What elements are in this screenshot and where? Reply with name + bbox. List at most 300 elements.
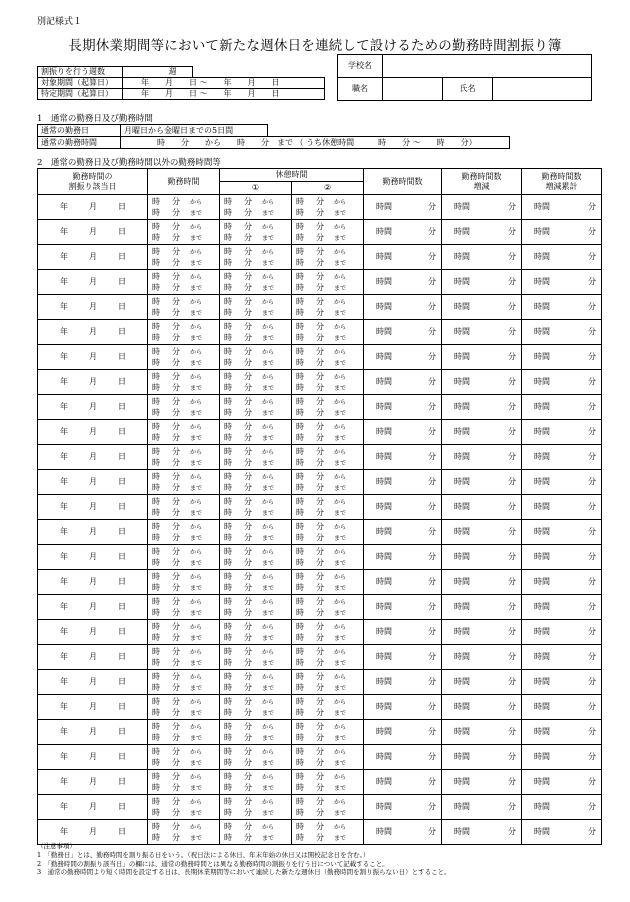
- row-work-time[interactable]: [148, 820, 220, 845]
- row-cumulative[interactable]: [522, 545, 602, 570]
- minute-unit: 分: [508, 777, 516, 786]
- row-break-1[interactable]: [220, 295, 292, 320]
- col-break: 休憩時間: [220, 169, 364, 182]
- row-hours[interactable]: [364, 620, 442, 645]
- minute-unit: 分: [316, 233, 324, 242]
- row-cumulative[interactable]: [522, 495, 602, 520]
- row-cumulative[interactable]: [522, 620, 602, 645]
- minute-unit: 分: [508, 577, 516, 586]
- row-break-2[interactable]: [292, 220, 364, 245]
- row-hours[interactable]: [364, 445, 442, 470]
- row-increase[interactable]: [442, 545, 522, 570]
- to-label: まで: [262, 410, 275, 417]
- row-break-1[interactable]: [220, 520, 292, 545]
- row-date[interactable]: [38, 245, 148, 270]
- row-cumulative[interactable]: [522, 220, 602, 245]
- row-break-1[interactable]: [220, 395, 292, 420]
- row-cumulative[interactable]: [522, 345, 602, 370]
- minute-unit: 分: [172, 283, 180, 292]
- row-date[interactable]: [38, 545, 148, 570]
- row-work-time[interactable]: [148, 370, 220, 395]
- hour-unit: 時: [296, 247, 304, 256]
- row-date[interactable]: [38, 420, 148, 445]
- minute-unit: 分: [428, 727, 436, 736]
- year-unit: 年: [60, 752, 68, 761]
- from-label: から: [262, 474, 275, 481]
- from-label: から: [262, 599, 275, 606]
- row-date[interactable]: [38, 220, 148, 245]
- row-increase[interactable]: [442, 320, 522, 345]
- row-hours[interactable]: [364, 395, 442, 420]
- row-break-1[interactable]: [220, 620, 292, 645]
- hour-unit: 時: [224, 283, 232, 292]
- row-date[interactable]: [38, 295, 148, 320]
- hour-unit: 時: [224, 447, 232, 456]
- note-3: 3 通常の勤務時間より短く時間を設定する日は、長期休業期間等において連続した新たな週休日（勤務時間を割り振らない日）とすること。: [37, 868, 451, 877]
- row-break-2[interactable]: [292, 570, 364, 595]
- row-break-1[interactable]: [220, 795, 292, 820]
- hours-unit: 時間: [454, 727, 470, 736]
- row-work-time[interactable]: [148, 595, 220, 620]
- to-label: まで: [190, 435, 203, 442]
- hours-unit: 時間: [534, 302, 550, 311]
- row-break-2[interactable]: [292, 495, 364, 520]
- row-hours[interactable]: [364, 195, 442, 220]
- row-work-time[interactable]: [148, 745, 220, 770]
- to-label: まで: [334, 335, 347, 342]
- hour-unit: 時: [224, 472, 232, 481]
- row-work-time[interactable]: [148, 720, 220, 745]
- row-date[interactable]: [38, 770, 148, 795]
- row-hours[interactable]: [364, 320, 442, 345]
- row-increase[interactable]: [442, 445, 522, 470]
- minute-unit: 分: [172, 197, 180, 206]
- row-break-2[interactable]: [292, 520, 364, 545]
- row-work-time[interactable]: [148, 420, 220, 445]
- row-work-time[interactable]: [148, 770, 220, 795]
- minute-unit: 分: [244, 322, 252, 331]
- minute-unit: 分: [172, 547, 180, 556]
- row-break-1[interactable]: [220, 495, 292, 520]
- row-cumulative[interactable]: [522, 595, 602, 620]
- row-work-time[interactable]: [148, 670, 220, 695]
- hours-unit: 時間: [534, 702, 550, 711]
- day-unit: 日: [118, 677, 126, 686]
- row-date[interactable]: [38, 370, 148, 395]
- from-label: から: [334, 524, 347, 531]
- from-label: から: [334, 274, 347, 281]
- row-date[interactable]: [38, 795, 148, 820]
- month-unit: 月: [89, 477, 97, 486]
- row-work-time[interactable]: [148, 520, 220, 545]
- minute-unit: 分: [244, 272, 252, 281]
- row-increase[interactable]: [442, 595, 522, 620]
- row-increase[interactable]: [442, 770, 522, 795]
- row-break-1[interactable]: [220, 595, 292, 620]
- row-work-time[interactable]: [148, 645, 220, 670]
- row-cumulative[interactable]: [522, 795, 602, 820]
- row-break-1[interactable]: [220, 370, 292, 395]
- minute-unit: 分: [316, 722, 324, 731]
- hour-unit: 時: [296, 283, 304, 292]
- row-break-1[interactable]: [220, 220, 292, 245]
- row-break-2[interactable]: [292, 645, 364, 670]
- day-unit: 日: [118, 752, 126, 761]
- row-increase[interactable]: [442, 520, 522, 545]
- row-work-time[interactable]: [148, 495, 220, 520]
- row-cumulative[interactable]: [522, 195, 602, 220]
- minute-unit: 分: [172, 472, 180, 481]
- day-unit: 日: [118, 277, 126, 286]
- row-work-time[interactable]: [148, 570, 220, 595]
- day-unit: 日: [118, 527, 126, 536]
- row-increase[interactable]: [442, 745, 522, 770]
- row-increase[interactable]: [442, 245, 522, 270]
- hours-unit: 時間: [454, 652, 470, 661]
- hours-unit: 時間: [454, 602, 470, 611]
- hour-unit: 時: [224, 458, 232, 467]
- row-increase[interactable]: [442, 570, 522, 595]
- hour-unit: 時: [296, 222, 304, 231]
- minute-unit: 分: [244, 797, 252, 806]
- day-unit: 日: [118, 252, 126, 261]
- row-break-2[interactable]: [292, 770, 364, 795]
- row-break-2[interactable]: [292, 620, 364, 645]
- row-break-1[interactable]: [220, 320, 292, 345]
- row-date[interactable]: [38, 570, 148, 595]
- row-hours[interactable]: [364, 720, 442, 745]
- year-unit: 年: [60, 327, 68, 336]
- from-label: から: [334, 424, 347, 431]
- to-label: まで: [262, 610, 275, 617]
- to-label: まで: [190, 585, 203, 592]
- weeks-unit-cell[interactable]: [123, 67, 193, 78]
- row-cumulative[interactable]: [522, 270, 602, 295]
- row-break-1[interactable]: [220, 645, 292, 670]
- hour-unit: 時: [296, 658, 304, 667]
- row-date[interactable]: [38, 720, 148, 745]
- row-break-1[interactable]: [220, 545, 292, 570]
- hours-unit: 時間: [376, 477, 392, 486]
- hour-unit: 時: [224, 408, 232, 417]
- row-increase[interactable]: [442, 420, 522, 445]
- from-label: から: [334, 774, 347, 781]
- row-break-1[interactable]: [220, 445, 292, 470]
- row-increase[interactable]: [442, 820, 522, 845]
- to-label: まで: [334, 260, 347, 267]
- hour-unit: 時: [224, 358, 232, 367]
- minute-unit: 分: [588, 477, 596, 486]
- hours-unit: 時間: [454, 502, 470, 511]
- from-label: から: [262, 674, 275, 681]
- row-break-1[interactable]: [220, 570, 292, 595]
- row-increase[interactable]: [442, 345, 522, 370]
- row-increase[interactable]: [442, 795, 522, 820]
- row-break-2[interactable]: [292, 720, 364, 745]
- row-increase[interactable]: [442, 270, 522, 295]
- row-date[interactable]: [38, 695, 148, 720]
- to-label: まで: [262, 810, 275, 817]
- row-hours[interactable]: [364, 545, 442, 570]
- from-label: から: [262, 499, 275, 506]
- row-work-time[interactable]: [148, 470, 220, 495]
- row-hours[interactable]: [364, 520, 442, 545]
- row-increase[interactable]: [442, 695, 522, 720]
- hour-unit: 時: [296, 197, 304, 206]
- row-work-time[interactable]: [148, 345, 220, 370]
- row-break-1[interactable]: [220, 670, 292, 695]
- hours-value[interactable]: 時 分 から 時 分 まで （ うち休憩時間 時 分 〜 時 分）: [121, 137, 510, 149]
- row-increase[interactable]: [442, 395, 522, 420]
- minute-unit: 分: [244, 197, 252, 206]
- row-break-2[interactable]: [292, 445, 364, 470]
- row-increase[interactable]: [442, 620, 522, 645]
- row-date[interactable]: [38, 745, 148, 770]
- minute-unit: 分: [316, 397, 324, 406]
- row-break-2[interactable]: [292, 820, 364, 845]
- year-unit: 年: [60, 202, 68, 211]
- row-break-1[interactable]: [220, 770, 292, 795]
- minute-unit: 分: [244, 283, 252, 292]
- row-hours[interactable]: [364, 695, 442, 720]
- row-increase[interactable]: [442, 645, 522, 670]
- minute-unit: 分: [588, 627, 596, 636]
- row-date[interactable]: [38, 520, 148, 545]
- row-cumulative[interactable]: [522, 745, 602, 770]
- row-break-1[interactable]: [220, 820, 292, 845]
- row-date[interactable]: [38, 595, 148, 620]
- row-hours[interactable]: [364, 245, 442, 270]
- to-label: まで: [334, 285, 347, 292]
- to-label: まで: [190, 410, 203, 417]
- row-increase[interactable]: [442, 295, 522, 320]
- minute-unit: 分: [508, 802, 516, 811]
- to-label: まで: [262, 660, 275, 667]
- row-hours[interactable]: [364, 745, 442, 770]
- minute-unit: 分: [588, 552, 596, 561]
- specific-period-value[interactable]: 年 月 日 〜 年 月 日: [123, 89, 325, 100]
- header-period-table: [37, 66, 325, 100]
- minute-unit: 分: [244, 833, 252, 842]
- workdays-value[interactable]: 月曜日から金曜日までの5日間: [121, 125, 268, 137]
- row-break-2[interactable]: [292, 320, 364, 345]
- row-break-2[interactable]: [292, 695, 364, 720]
- row-break-1[interactable]: [220, 470, 292, 495]
- row-break-1[interactable]: [220, 720, 292, 745]
- minute-unit: 分: [428, 677, 436, 686]
- row-date[interactable]: [38, 645, 148, 670]
- hours-unit: 時間: [534, 502, 550, 511]
- from-label: から: [190, 274, 203, 281]
- row-hours[interactable]: [364, 345, 442, 370]
- minute-unit: 分: [172, 658, 180, 667]
- row-break-1[interactable]: [220, 695, 292, 720]
- row-break-1[interactable]: [220, 345, 292, 370]
- row-increase[interactable]: [442, 470, 522, 495]
- hours-unit: 時間: [534, 227, 550, 236]
- row-break-2[interactable]: [292, 470, 364, 495]
- row-hours[interactable]: [364, 420, 442, 445]
- minute-unit: 分: [316, 822, 324, 831]
- from-label: から: [262, 374, 275, 381]
- row-break-2[interactable]: [292, 270, 364, 295]
- row-date[interactable]: [38, 470, 148, 495]
- hour-unit: 時: [152, 633, 160, 642]
- row-cumulative[interactable]: [522, 520, 602, 545]
- row-date[interactable]: [38, 445, 148, 470]
- row-break-2[interactable]: [292, 745, 364, 770]
- hours-unit: 時間: [376, 277, 392, 286]
- row-work-time[interactable]: [148, 620, 220, 645]
- minute-unit: 分: [508, 552, 516, 561]
- hour-unit: 時: [296, 747, 304, 756]
- row-hours[interactable]: [364, 295, 442, 320]
- row-date[interactable]: [38, 345, 148, 370]
- row-increase[interactable]: [442, 495, 522, 520]
- row-cumulative[interactable]: [522, 395, 602, 420]
- hour-unit: 時: [296, 422, 304, 431]
- row-cumulative[interactable]: [522, 820, 602, 845]
- row-work-time[interactable]: [148, 270, 220, 295]
- row-work-time[interactable]: [148, 445, 220, 470]
- row-increase[interactable]: [442, 670, 522, 695]
- row-date[interactable]: [38, 620, 148, 645]
- from-label: から: [190, 724, 203, 731]
- row-cumulative[interactable]: [522, 695, 602, 720]
- row-date[interactable]: [38, 820, 148, 845]
- minute-unit: 分: [172, 208, 180, 217]
- row-break-1[interactable]: [220, 195, 292, 220]
- row-cumulative[interactable]: [522, 320, 602, 345]
- position-value[interactable]: [383, 78, 443, 101]
- from-label: から: [334, 249, 347, 256]
- row-cumulative[interactable]: [522, 295, 602, 320]
- row-hours[interactable]: [364, 470, 442, 495]
- row-break-2[interactable]: [292, 295, 364, 320]
- minute-unit: 分: [172, 258, 180, 267]
- row-work-time[interactable]: [148, 395, 220, 420]
- row-work-time[interactable]: [148, 195, 220, 220]
- row-work-time[interactable]: [148, 795, 220, 820]
- row-break-2[interactable]: [292, 245, 364, 270]
- hour-unit: 時: [152, 483, 160, 492]
- hours-unit: 時間: [376, 352, 392, 361]
- row-date[interactable]: [38, 395, 148, 420]
- from-label: から: [262, 324, 275, 331]
- row-hours[interactable]: [364, 495, 442, 520]
- row-break-2[interactable]: [292, 395, 364, 420]
- row-break-2[interactable]: [292, 595, 364, 620]
- row-hours[interactable]: [364, 370, 442, 395]
- year-unit: 年: [60, 252, 68, 261]
- minute-unit: 分: [316, 747, 324, 756]
- row-increase[interactable]: [442, 195, 522, 220]
- row-date[interactable]: [38, 670, 148, 695]
- row-date[interactable]: [38, 320, 148, 345]
- row-work-time[interactable]: [148, 545, 220, 570]
- row-break-1[interactable]: [220, 420, 292, 445]
- hour-unit: 時: [152, 383, 160, 392]
- year-unit: 年: [60, 302, 68, 311]
- row-date[interactable]: [38, 195, 148, 220]
- row-hours[interactable]: [364, 645, 442, 670]
- row-work-time[interactable]: [148, 695, 220, 720]
- row-work-time[interactable]: [148, 295, 220, 320]
- row-cumulative[interactable]: [522, 420, 602, 445]
- row-work-time[interactable]: [148, 245, 220, 270]
- hours-unit: 時間: [534, 602, 550, 611]
- row-break-1[interactable]: [220, 245, 292, 270]
- row-cumulative[interactable]: [522, 245, 602, 270]
- school-value[interactable]: [383, 55, 592, 78]
- hours-unit: 時間: [454, 427, 470, 436]
- row-break-2[interactable]: [292, 345, 364, 370]
- row-work-time[interactable]: [148, 220, 220, 245]
- note-2: 2 「勤務時間の割振り該当日」の欄には、通常の勤務時間とは異なる勤務時間の割振りを行う日について記載すること。: [37, 859, 389, 868]
- row-hours[interactable]: [364, 770, 442, 795]
- row-cumulative[interactable]: [522, 770, 602, 795]
- row-hours[interactable]: [364, 270, 442, 295]
- row-cumulative[interactable]: [522, 645, 602, 670]
- name-value[interactable]: [493, 78, 592, 101]
- row-cumulative[interactable]: [522, 370, 602, 395]
- row-work-time[interactable]: [148, 320, 220, 345]
- row-break-1[interactable]: [220, 270, 292, 295]
- row-hours[interactable]: [364, 670, 442, 695]
- row-cumulative[interactable]: [522, 720, 602, 745]
- row-break-2[interactable]: [292, 795, 364, 820]
- row-increase[interactable]: [442, 370, 522, 395]
- row-break-2[interactable]: [292, 370, 364, 395]
- row-date[interactable]: [38, 270, 148, 295]
- minute-unit: 分: [172, 233, 180, 242]
- row-hours[interactable]: [364, 595, 442, 620]
- row-break-1[interactable]: [220, 745, 292, 770]
- minute-unit: 分: [172, 797, 180, 806]
- minute-unit: 分: [316, 683, 324, 692]
- row-cumulative[interactable]: [522, 670, 602, 695]
- row-cumulative[interactable]: [522, 570, 602, 595]
- minute-unit: 分: [316, 647, 324, 656]
- row-break-2[interactable]: [292, 420, 364, 445]
- row-break-2[interactable]: [292, 670, 364, 695]
- row-cumulative[interactable]: [522, 470, 602, 495]
- hour-unit: 時: [296, 408, 304, 417]
- minute-unit: 分: [428, 552, 436, 561]
- row-increase[interactable]: [442, 720, 522, 745]
- minute-unit: 分: [172, 583, 180, 592]
- target-period-value[interactable]: 年 月 日 〜 年 月 日: [123, 78, 325, 89]
- hour-unit: 時: [296, 533, 304, 542]
- from-label: から: [190, 549, 203, 556]
- row-break-2[interactable]: [292, 195, 364, 220]
- row-cumulative[interactable]: [522, 445, 602, 470]
- hour-unit: 時: [152, 658, 160, 667]
- hour-unit: 時: [296, 633, 304, 642]
- row-date[interactable]: [38, 495, 148, 520]
- hours-unit: 時間: [376, 802, 392, 811]
- month-unit: 月: [89, 327, 97, 336]
- row-hours[interactable]: [364, 820, 442, 845]
- row-hours[interactable]: [364, 220, 442, 245]
- from-label: から: [334, 649, 347, 656]
- row-hours[interactable]: [364, 570, 442, 595]
- row-break-2[interactable]: [292, 545, 364, 570]
- from-label: から: [190, 449, 203, 456]
- row-hours[interactable]: [364, 795, 442, 820]
- row-increase[interactable]: [442, 220, 522, 245]
- from-label: から: [262, 449, 275, 456]
